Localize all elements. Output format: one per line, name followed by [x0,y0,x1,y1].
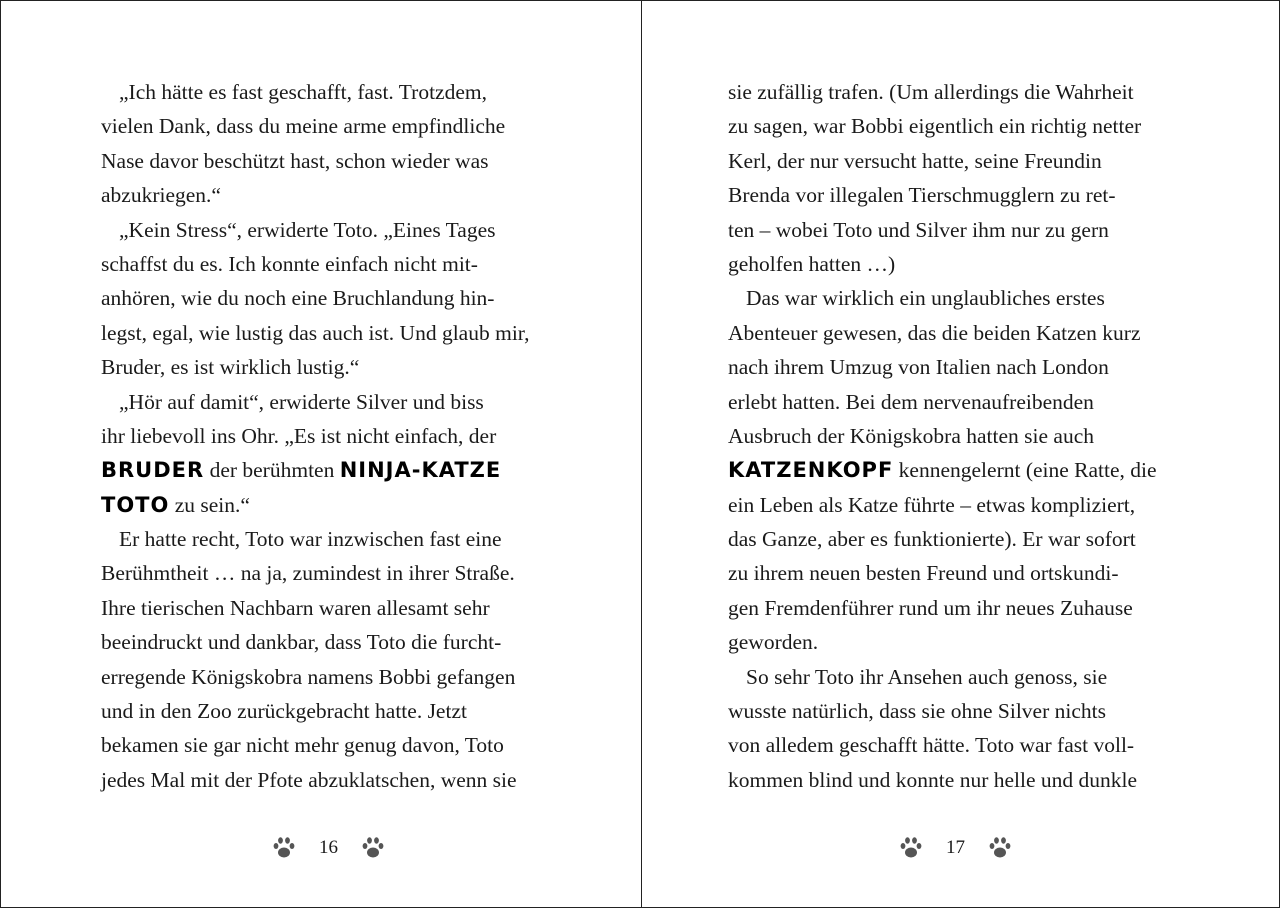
text-line: von alledem geschafft hätte. Toto war fast voll- [728,733,1135,758]
emphasis-word-ninja-katze: NINJA-KATZE [339,458,502,483]
text-line: geholfen hatten …) [728,251,896,276]
text-fragment: zu sein.“ [169,492,250,517]
text-line: Berühmtheit … na ja, zumindest in ihrer Straße. [101,561,515,586]
page-footer [898,833,1013,863]
page-number: 16 [319,837,338,858]
text-line: bekamen sie gar nicht mehr genug davon, Toto [101,733,504,758]
emphasis-word-toto: TOTO [101,492,170,517]
text-line: „Ich hätte es fast geschafft, fast. Trotzdem, [119,80,487,104]
text-line: Ihre tierischen Nachbarn waren allesamt sehr [101,595,490,620]
text-line: So sehr Toto ihr Ansehen auch genoss, sie [746,664,1108,689]
left-page-text [101,75,561,797]
text-line: Abenteuer gewesen, das die beiden Katzen kurz [728,320,1141,345]
text-line: ein Leben als Katze führte – etwas kompliziert, [728,492,1136,517]
text-line-emphasis [728,453,1198,487]
text-line: kommen blind und konnte nur helle und dunkle [728,767,1138,792]
text-line: vielen Dank, dass du meine arme empfindliche [101,114,506,139]
text-line: Er hatte recht, Toto war inzwischen fast eine [119,527,502,552]
paw-print-icon [271,835,297,861]
text-line: „Kein Stress“, erwiderte Toto. „Eines Tages [119,217,496,242]
text-line: das Ganze, aber es funktionierte). Er war sofort [728,527,1136,552]
paw-print-icon [360,835,386,861]
text-line: beeindruckt und dankbar, dass Toto die furcht- [101,630,502,655]
text-line: abzukriegen.“ [101,183,221,208]
text-line: Das war wirklich ein unglaubliches erstes [746,286,1105,311]
text-line-emphasis [101,488,561,522]
text-fragment: der berühmten [204,458,340,483]
text-line: nach ihrem Umzug von Italien nach London [728,355,1109,380]
emphasis-word-bruder: BRUDER [101,458,205,483]
text-line: Kerl, der nur versucht hatte, seine Freundin [728,148,1102,173]
text-line: Bruder, es ist wirklich lustig.“ [101,355,360,380]
text-line: geworden. [728,630,819,655]
text-line: ten – wobei Toto und Silver ihm nur zu gern [728,217,1109,242]
text-line: „Hör auf damit“, erwiderte Silver und biss [119,389,484,414]
right-page [641,1,1280,907]
text-line: schaffst du es. Ich konnte einfach nicht mit- [101,251,478,276]
page-number: 17 [946,837,965,858]
text-line: und in den Zoo zurückgebracht hatte. Jetzt [101,699,467,724]
page-footer [271,833,386,863]
left-page [1,1,641,907]
text-fragment: kennengelernt (eine Ratte, die [893,458,1157,483]
emphasis-word-katzenkopf: KATZENKOPF [728,458,894,483]
text-line: erlebt hatten. Bei dem nervenaufreibenden [728,389,1094,414]
paw-print-icon [987,835,1013,861]
text-line: Nase davor beschützt hast, schon wieder was [101,148,489,173]
text-line: gen Fremdenführer rund um ihr neues Zuhause [728,595,1133,620]
paw-print-icon [898,835,924,861]
text-line: wusste natürlich, dass sie ohne Silver nichts [728,699,1106,724]
right-page-text [728,75,1198,797]
text-line: Ausbruch der Königskobra hatten sie auch [728,423,1094,448]
text-line: ihr liebevoll ins Ohr. „Es ist nicht einfach, der [101,423,497,448]
text-line: anhören, wie du noch eine Bruchlandung hin- [101,286,495,311]
text-line: zu ihrem neuen besten Freund und ortskundi- [728,561,1119,586]
text-line: Brenda vor illegalen Tierschmugglern zu ret- [728,183,1116,208]
text-line: erregende Königskobra namens Bobbi gefangen [101,664,516,689]
text-line-emphasis [101,453,561,487]
text-line: jedes Mal mit der Pfote abzuklatschen, wenn sie [101,767,517,792]
text-line: zu sagen, war Bobbi eigentlich ein richtig netter [728,114,1142,139]
text-line: sie zufällig trafen. (Um allerdings die Wahrheit [728,80,1134,104]
text-line: legst, egal, wie lustig das auch ist. Und glaub mir, [101,320,530,345]
